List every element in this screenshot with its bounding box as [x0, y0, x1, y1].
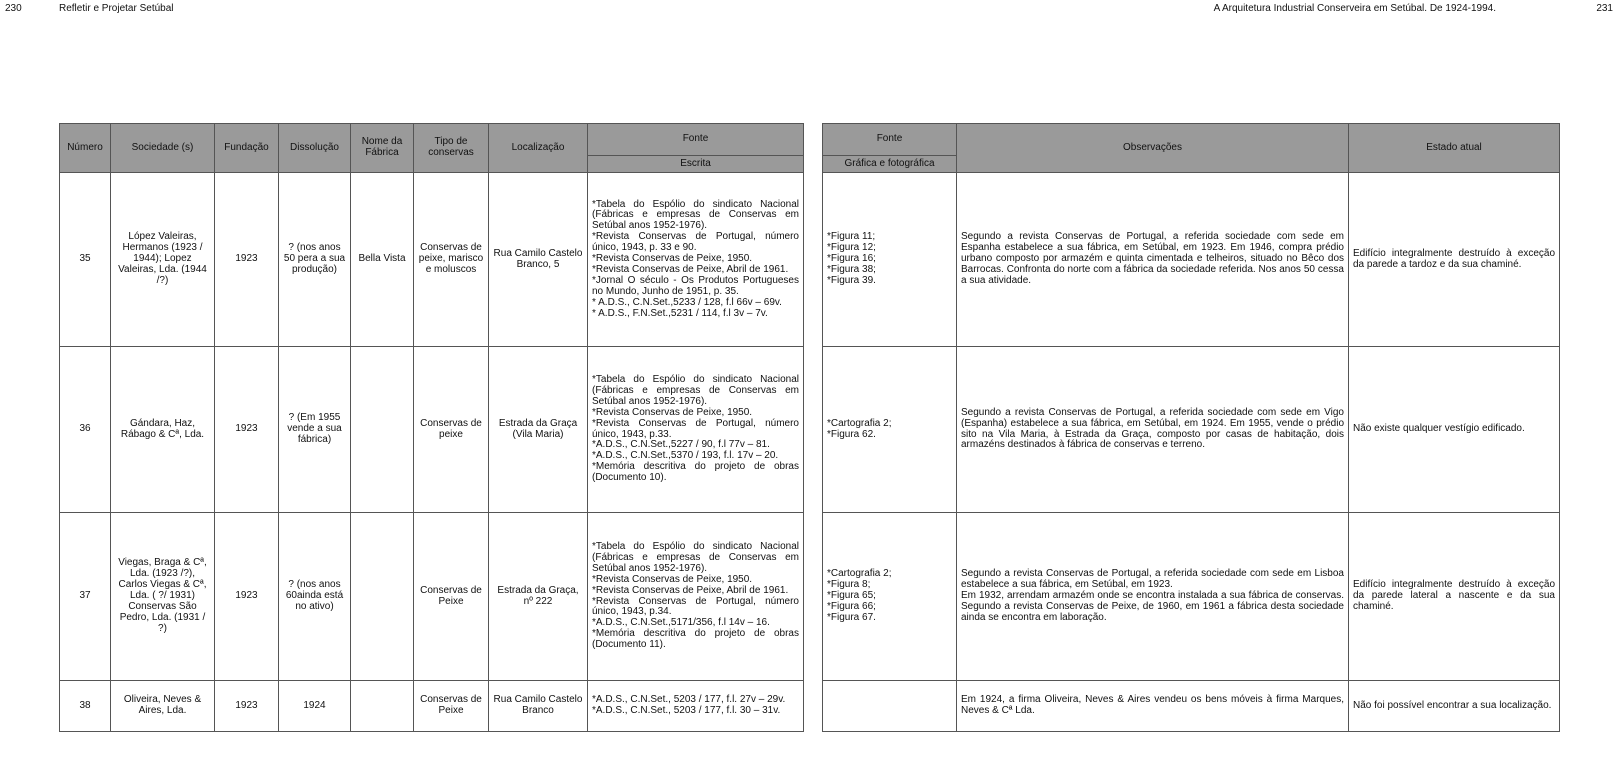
cell-tipo: Conservas de Peixe	[414, 681, 489, 732]
cell-fundacao: 1923	[215, 681, 279, 732]
cell-estado-atual: Não existe qualquer vestígio edificado.	[1349, 347, 1560, 513]
left-page-number: 230	[5, 3, 22, 14]
cell-sociedade: Viegas, Braga & Cª, Lda. (1923 /?), Carlos Viegas & Cª, Lda. ( ?/ 1931) Conservas São Pedro, Lda. (1931 / ?)	[111, 513, 215, 681]
cell-dissolucao: 1924	[279, 681, 351, 732]
table-row	[823, 681, 1560, 732]
cell-fonte-grafica: *Figura 11; *Figura 12; *Figura 16; *Figura 38; *Figura 39.	[823, 173, 957, 347]
fonte-item: *Revista Conservas de Peixe, Abril de 1961.	[592, 584, 789, 596]
cell-tipo: Conservas de peixe, marisco e moluscos	[414, 173, 489, 347]
cell-sociedade: López Valeiras, Hermanos (1923 / 1944); Lopez Valeiras, Lda. (1944 /?)	[111, 173, 215, 347]
left-running-title: Refletir e Projetar Setúbal	[59, 3, 174, 14]
right-table	[822, 123, 1560, 732]
right-running-title: A Arquitetura Industrial Conserveira em Setúbal. De 1924-1994.	[1213, 3, 1496, 14]
fonte-item: *Memória descritiva do projeto de obras (Documento 10).	[592, 461, 799, 484]
header-observacoes: Observações	[957, 124, 1349, 173]
table-row	[823, 173, 1560, 347]
fonte-item: *Revista Conservas de Peixe, 1950.	[592, 406, 753, 418]
header-estado-atual: Estado atual	[1349, 124, 1560, 173]
table-row	[60, 681, 804, 732]
cell-sociedade: Oliveira, Neves & Aires, Lda.	[111, 681, 215, 732]
fonte-item: *Revista Conservas de Peixe, 1950.	[592, 253, 753, 265]
cell-fundacao: 1923	[215, 513, 279, 681]
fonte-item: *A.D.S., C.N.Set.,5227 / 90, f.l 77v – 81.	[592, 439, 770, 451]
fonte-item: * A.D.S., F.N.Set.,5231 / 114, f.l 3v – 7v.	[592, 307, 768, 319]
header-fonte: Fonte	[823, 124, 957, 156]
cell-observacoes: Segundo a revista Conservas de Portugal, a referida sociedade com sede em Vigo (Espanha) estabelece a sua fábrica, em Setúbal, em 1924. Em 1955, vende o prédio sito na Vila Maria, à Estrada da Graça, composto por casas de habitação, dois armazéns destinados à fábrica de conservas e terreno.	[957, 347, 1349, 513]
fonte-item: *Revista Conservas de Peixe, Abril de 1961.	[592, 263, 789, 275]
cell-localizacao: Estrada da Graça (Vila Maria)	[489, 347, 588, 513]
cell-numero: 35	[60, 173, 111, 347]
header-nome-fabrica: Nome da Fábrica	[351, 124, 414, 173]
table-row	[823, 347, 1560, 513]
cell-dissolucao: ? (nos anos 50 pera a sua produção)	[279, 173, 351, 347]
table-row	[60, 347, 804, 513]
cell-dissolucao: ? (Em 1955 vende a sua fábrica)	[279, 347, 351, 513]
fonte-item: *Jornal O século - Os Produtos Portugueses no Mundo, Junho de 1951, p. 35.	[592, 274, 799, 297]
cell-nome-fabrica	[351, 347, 414, 513]
cell-fonte-grafica: *Cartografia 2; *Figura 62.	[823, 347, 957, 513]
fonte-item: *Tabela do Espólio do sindicato Nacional (Fábricas e empresas de Conservas em Setúbal anos 1952-1976).	[592, 198, 799, 232]
cell-numero: 38	[60, 681, 111, 732]
cell-nome-fabrica	[351, 681, 414, 732]
fonte-item: *Revista Conservas de Portugal, número único, 1943, p.33.	[592, 417, 799, 440]
fonte-item: *Memória descritiva do projeto de obras (Documento 11).	[592, 628, 799, 651]
table-row	[823, 513, 1560, 681]
cell-tipo: Conservas de Peixe	[414, 513, 489, 681]
right-page-number: 231	[1596, 3, 1613, 14]
cell-localizacao: Rua Camilo Castelo Branco	[489, 681, 588, 732]
cell-nome-fabrica: Bella Vista	[351, 173, 414, 347]
fonte-item: *Revista Conservas de Portugal, número único, 1943, p. 33 e 90.	[592, 231, 799, 254]
fonte-item: * A.D.S., C.N.Set.,5233 / 128, f.l 66v – 69v.	[592, 296, 782, 308]
fonte-item: *Tabela do Espólio do sindicato Nacional (Fábricas e empresas de Conservas em Setúbal anos 1952-1976).	[592, 373, 799, 407]
cell-localizacao: Estrada da Graça, nº 222	[489, 513, 588, 681]
table-row	[60, 513, 804, 681]
cell-sociedade: Gándara, Haz, Rábago & Cª, Lda.	[111, 347, 215, 513]
left-table	[59, 123, 804, 732]
header-sociedade: Sociedade (s)	[111, 124, 215, 173]
cell-estado-atual: Edifício integralmente destruído à exceção da parede a tardoz e da sua chaminé.	[1349, 173, 1560, 347]
cell-fonte-grafica	[823, 681, 957, 732]
fonte-item: *Revista Conservas de Portugal, número único, 1943, p.34.	[592, 595, 799, 618]
cell-observacoes: Segundo a revista Conservas de Portugal, a referida sociedade com sede em Lisboa estabelece a sua fábrica, em Setúbal, em 1923. Em 1932, arrendam armazém onde se encontra instalada a sua fábrica de conservas. Segundo a revista Conservas de Peixe, de 1960, em 1961 a fábrica desta sociedade ainda se encontra em laboração.	[957, 513, 1349, 681]
cell-tipo: Conservas de peixe	[414, 347, 489, 513]
cell-observacoes: Segundo a revista Conservas de Portugal, a referida sociedade com sede em Espanha estabelece a sua fábrica, em Setúbal, em 1923. Em 1946, compra prédio urbano composto por armazém e quinta cimentada e telheiros, situado no Bêco dos Barrocas. Confronta do norte com a fábrica da sociedade referida. Nos anos 50 cessa a sua atividade.	[957, 173, 1349, 347]
header-numero: Número	[60, 124, 111, 173]
fonte-item: *Tabela do Espólio do sindicato Nacional (Fábricas e empresas de Conservas em Setúbal anos 1952-1976).	[592, 540, 799, 574]
cell-localizacao: Rua Camilo Castelo Branco, 5	[489, 173, 588, 347]
cell-fonte-escrita	[588, 681, 804, 732]
cell-estado-atual: Não foi possível encontrar a sua localização.	[1349, 681, 1560, 732]
header-grafica-fotografica: Gráfica e fotográfica	[823, 156, 957, 173]
cell-fonte-grafica: *Cartografia 2; *Figura 8; *Figura 65; *Figura 66; *Figura 67.	[823, 513, 957, 681]
fonte-item: *A.D.S., C.N.Set., 5203 / 177, f.l. 30 – 31v.	[592, 705, 781, 716]
cell-fonte-escrita	[588, 173, 804, 347]
cell-fonte-escrita	[588, 347, 804, 513]
cell-fonte-escrita	[588, 513, 804, 681]
table-row	[60, 173, 804, 347]
cell-numero: 36	[60, 347, 111, 513]
fonte-item: *A.D.S., C.N.Set.,5370 / 193, f.l. 17v – 20.	[592, 450, 779, 462]
fonte-item: *Revista Conservas de Peixe, 1950.	[592, 573, 753, 585]
cell-fundacao: 1923	[215, 173, 279, 347]
cell-dissolucao: ? (nos anos 60ainda está no ativo)	[279, 513, 351, 681]
header-dissolucao: Dissolução	[279, 124, 351, 173]
cell-nome-fabrica	[351, 513, 414, 681]
header-localizacao: Localização	[489, 124, 588, 173]
cell-observacoes: Em 1924, a firma Oliveira, Neves & Aires vendeu os bens móveis à firma Marques, Neves & Cª Lda.	[957, 681, 1349, 732]
fonte-item: *A.D.S., C.N.Set.,5171/356, f.l 14v – 16.	[592, 617, 770, 629]
header-fundacao: Fundação	[215, 124, 279, 173]
header-escrita: Escrita	[588, 156, 804, 173]
cell-fundacao: 1923	[215, 347, 279, 513]
fonte-item: *A.D.S., C.N.Set., 5203 / 177, f.l. 27v – 29v.	[592, 694, 786, 706]
header-tipo-conservas: Tipo de conservas	[414, 124, 489, 173]
header-fonte: Fonte	[588, 124, 804, 156]
cell-estado-atual: Edifício integralmente destruído à exceção da parede lateral a nascente e da sua chaminé.	[1349, 513, 1560, 681]
cell-numero: 37	[60, 513, 111, 681]
